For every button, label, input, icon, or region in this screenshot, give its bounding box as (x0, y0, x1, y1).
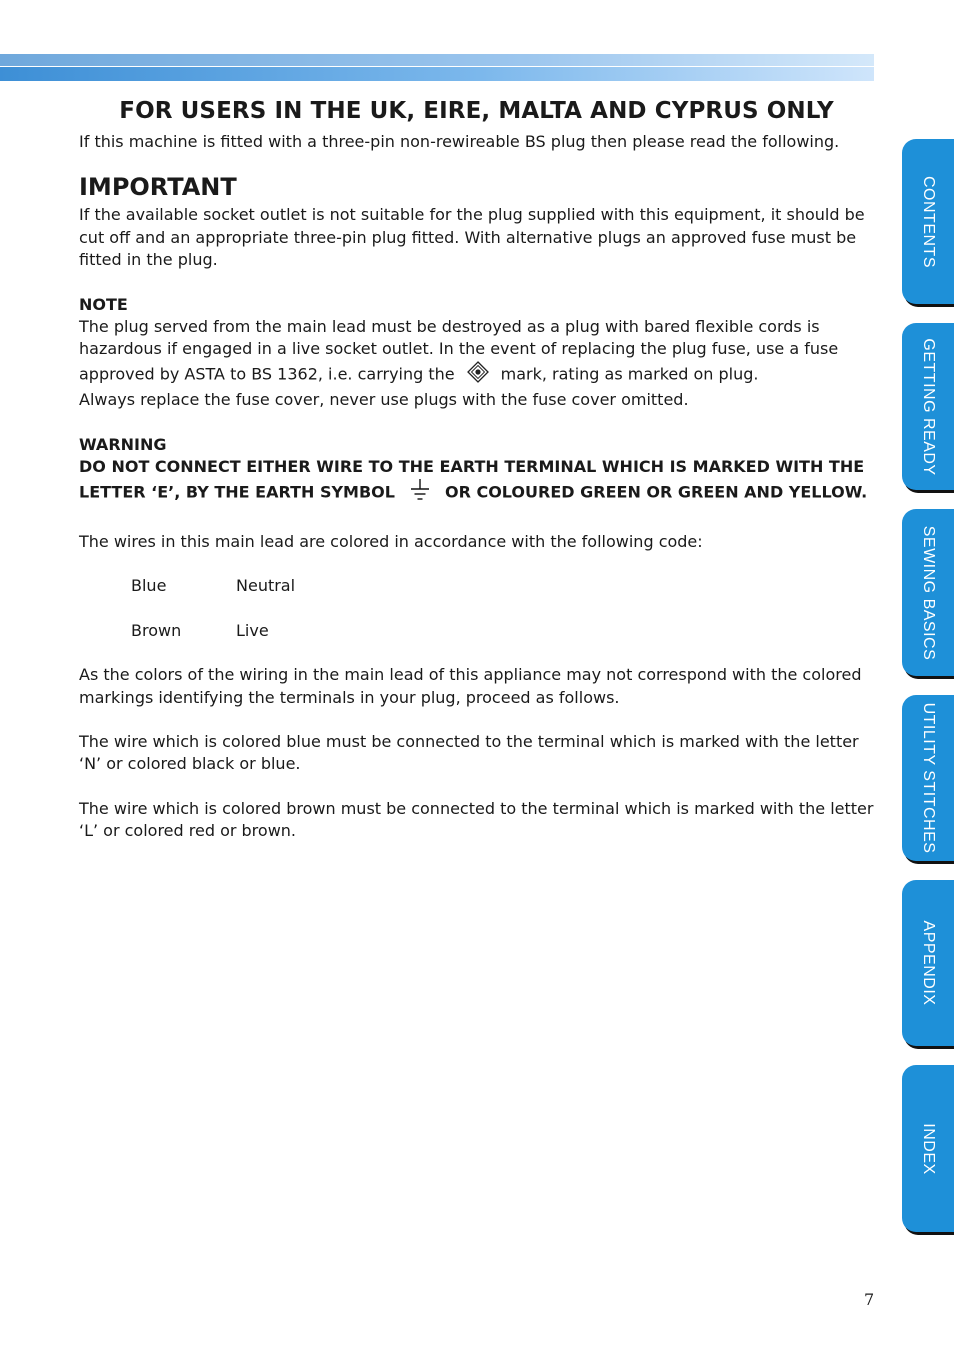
wire-code-row-blue (131, 575, 874, 597)
tab-label: GETTING READY (920, 337, 937, 476)
wire-color: Brown (131, 620, 182, 640)
code-intro-text: The wires in this main lead are colored in accordance with the following code: (79, 531, 703, 551)
tab-label: INDEX (920, 1122, 937, 1175)
note-line2: Always replace the fuse cover, never use plugs with the fuse cover omitted. (79, 390, 689, 410)
tab-label: APPENDIX (920, 920, 937, 1006)
warning-heading: WARNING (79, 434, 167, 454)
page-number: 7 (864, 1290, 875, 1309)
tab-appendix[interactable] (902, 880, 954, 1046)
warning-text-before: DO NOT CONNECT EITHER WIRE TO THE EARTH TERMINAL WHICH IS MARKED WITH THE LETTER ‘E’, BY THE EARTH SYMBOL (79, 457, 865, 503)
important-text: If the available socket outlet is not suitable for the plug supplied with this equipment, it should be cut off and an appropriate three-pin plug fitted. With alternative plugs an approved fuse must be fitted in the plug. (79, 205, 865, 270)
note-line1: The plug served from the main lead must be destroyed as a plug with bared flexible cords is hazardous if engaged in a live socket outlet. In the event of replacing the plug fuse, use a fuse approved by ASTA to BS 1362, i.e. carrying the (79, 317, 839, 384)
tab-label: SEWING BASICS (920, 525, 937, 660)
intro-text: If this machine is fitted with a three-pin non-rewireable BS plug then please read the following. (79, 132, 840, 151)
warning-text-after: OR COLOURED GREEN OR GREEN AND YELLOW. (444, 483, 868, 503)
header-bar-top-band (0, 54, 874, 66)
header-bar-bottom-band (0, 67, 874, 81)
tab-label: CONTENTS (920, 175, 937, 268)
note-text (79, 316, 874, 412)
tab-sewing-basics[interactable] (902, 509, 954, 676)
wire-code-row-brown (131, 620, 874, 642)
tab-utility-stitches[interactable] (902, 695, 954, 861)
asta-mark-icon (467, 361, 489, 389)
blue-wire-paragraph: The wire which is colored blue must be connected to the terminal which is marked with the letter ‘N’ or colored black or blue. (79, 731, 859, 774)
tab-index[interactable] (902, 1065, 954, 1232)
wire-color: Blue (131, 576, 167, 596)
important-heading: IMPORTANT (79, 173, 237, 202)
note-line1-after: mark, rating as marked on plug. (500, 364, 759, 384)
tab-getting-ready[interactable] (902, 323, 954, 490)
header-gradient-bar (0, 54, 874, 81)
section-tabs (902, 0, 954, 1348)
brown-wire-paragraph: The wire which is colored brown must be connected to the terminal which is marked with the letter ‘L’ or colored red or brown. (79, 798, 874, 841)
wire-function: Live (236, 620, 269, 640)
earth-symbol-icon (407, 478, 433, 508)
tab-contents[interactable] (902, 139, 954, 304)
warning-text (79, 456, 874, 509)
colors-paragraph: As the colors of the wiring in the main lead of this appliance may not correspond with the colored markings identifying the terminals in your plug, proceed as follows. (79, 665, 862, 707)
page-title: FOR USERS IN THE UK, EIRE, MALTA AND CYPRUS ONLY (119, 98, 834, 124)
tab-label: UTILITY STITCHES (920, 702, 937, 854)
wire-function: Neutral (236, 576, 296, 596)
page-content (79, 96, 874, 843)
note-heading: NOTE (79, 294, 128, 314)
